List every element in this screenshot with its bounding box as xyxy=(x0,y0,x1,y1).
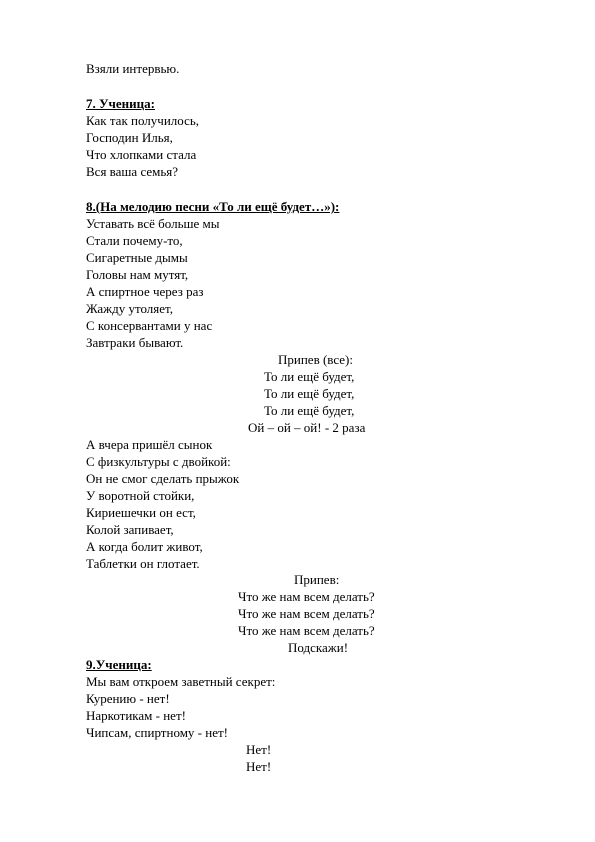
refrain-line: Нет! xyxy=(246,742,272,757)
section-9-line: Чипсам, спиртному - нет! xyxy=(86,725,228,740)
verse-2-line: С физкультуры с двойкой: xyxy=(86,454,231,469)
verse-2-line: А вчера пришёл сынок xyxy=(86,437,213,452)
verse-2-line: Кириешечки он ест, xyxy=(86,505,196,520)
verse-1-line: Головы нам мутят, xyxy=(86,267,189,282)
chorus-1-line: Ой – ой – ой! - 2 раза xyxy=(248,420,366,435)
section-7-line: Господин Илья, xyxy=(86,130,173,145)
section-9-line: Мы вам откроем заветный секрет: xyxy=(86,674,276,689)
verse-2-line: Он не смог сделать прыжок xyxy=(86,471,240,486)
verse-1-line: Уставать всё больше мы xyxy=(86,216,220,231)
intro-line: Взяли интервью. xyxy=(86,61,180,76)
verse-1-line: Стали почему-то, xyxy=(86,233,183,248)
verse-1-line: Сигаретные дымы xyxy=(86,250,188,265)
section-7-line: Вся ваша семья? xyxy=(86,164,179,179)
verse-2-line: Таблетки он глотает. xyxy=(86,556,200,571)
chorus-2-title: Припев: xyxy=(294,572,340,587)
section-9-line: Курению - нет! xyxy=(86,691,170,706)
verse-1-line: Жажду утоляет, xyxy=(86,301,173,316)
section-9-heading: 9.Ученица: xyxy=(86,657,152,672)
section-7-line: Как так получилось, xyxy=(86,113,200,128)
section-7-line: Что хлопками стала xyxy=(86,147,197,162)
verse-1-line: С консервантами у нас xyxy=(86,318,213,333)
verse-2-line: А когда болит живот, xyxy=(86,539,203,554)
section-9-line: Наркотикам - нет! xyxy=(86,708,186,723)
chorus-1-line: То ли ещё будет, xyxy=(264,369,355,384)
refrain-line: Нет! xyxy=(246,759,272,774)
chorus-1-line: То ли ещё будет, xyxy=(264,403,355,418)
chorus-2-line: Что же нам всем делать? xyxy=(238,589,375,604)
verse-2-line: У воротной стойки, xyxy=(86,488,195,503)
chorus-2-line: Что же нам всем делать? xyxy=(238,623,375,638)
chorus-1-line: То ли ещё будет, xyxy=(264,386,355,401)
chorus-1-title: Припев (все): xyxy=(278,352,353,367)
verse-1-line: А спиртное через раз xyxy=(86,284,204,299)
section-7-heading: 7. Ученица: xyxy=(86,96,155,111)
section-8-heading: 8.(На мелодию песни «То ли ещё будет…»): xyxy=(86,199,340,214)
verse-1-line: Завтраки бывают. xyxy=(86,335,184,350)
verse-2-line: Колой запивает, xyxy=(86,522,174,537)
chorus-2-line: Что же нам всем делать? xyxy=(238,606,375,621)
chorus-2-line: Подскажи! xyxy=(288,640,349,655)
